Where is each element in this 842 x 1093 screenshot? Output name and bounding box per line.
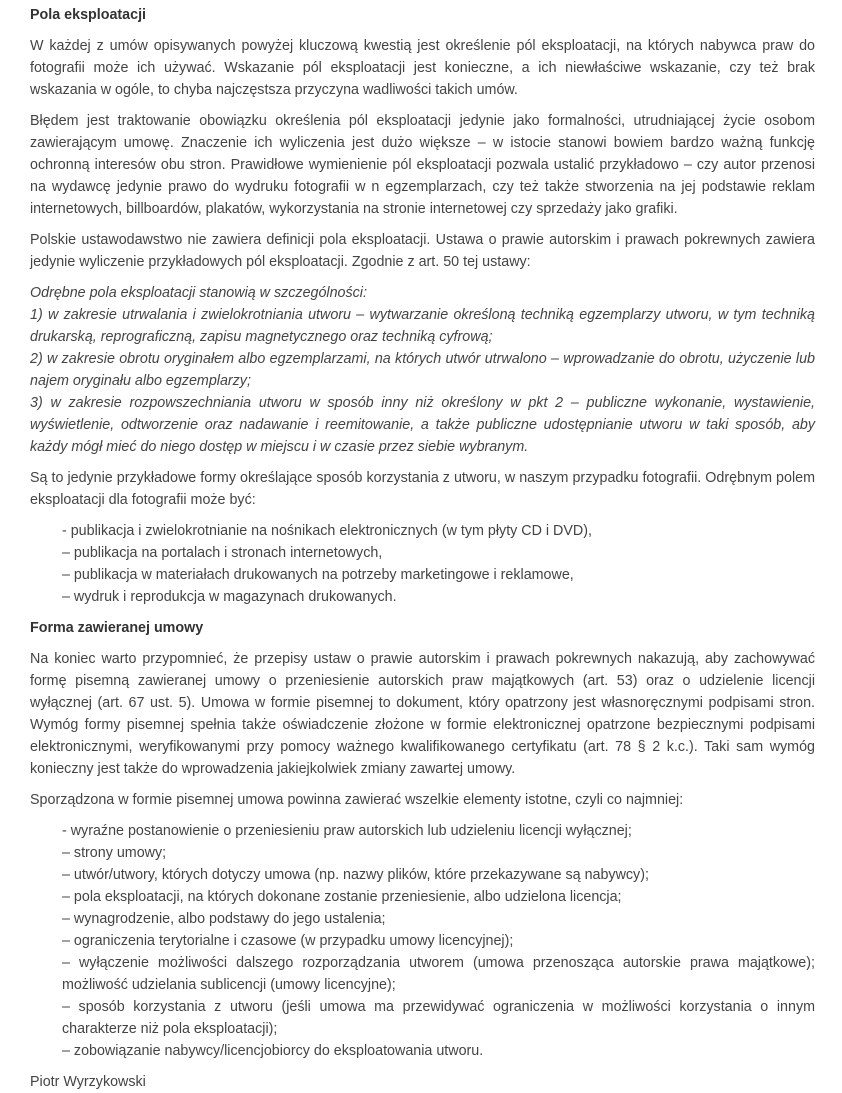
list-item: – pola eksploatacji, na których dokonane zostanie przeniesienie, albo udzielona licencja; [62, 889, 622, 905]
exploitation-fields-list [30, 520, 815, 608]
quote-intro: Odrębne pola eksploatacji stanowią w szczególności: [30, 285, 367, 301]
list-item: – ograniczenia terytorialne i czasowe (w przypadku umowy licencyjnej); [62, 933, 514, 949]
list-item: – utwór/utwory, których dotyczy umowa (np. nazwy plików, które przekazywane są nabywcy); [62, 867, 649, 883]
list-item: – wyłączenie możliwości dalszego rozporządzania utworem (umowa przenosząca autorskie prawa majątkowe); możliwość udzielania sublicencji (umowy licencyjne); [62, 955, 815, 993]
list-item: – wydruk i reprodukcja w magazynach drukowanych. [62, 589, 397, 605]
contract-elements-list [30, 820, 815, 1062]
paragraph: Polskie ustawodawstwo nie zawiera definicji pola eksploatacji. Ustawa o prawie autorskim i prawach pokrewnych zawiera jedynie wyliczenie przykładowych pól eksploatacji. Zgodnie z art. 50 tej ustawy: [30, 232, 815, 270]
list-item: – strony umowy; [62, 845, 167, 861]
list-item: – wynagrodzenie, albo podstawy do jego ustalenia; [62, 911, 386, 927]
paragraph: W każdej z umów opisywanych powyżej kluczową kwestią jest określenie pól eksploatacji, na których nabywca praw do fotografii może ich używać. Wskazanie pól eksploatacji jest konieczne, a ich niewłaściwe wskazanie, czy też brak wskazania w ogóle, to chyba najczęstsza przyczyna wadliwości takich umów. [30, 38, 815, 98]
list-item: - publikacja i zwielokrotnianie na nośnikach elektronicznych (w tym płyty CD i DVD), [62, 523, 592, 539]
list-item: – sposób korzystania z utworu (jeśli umowa ma przewidywać ograniczenia w możliwości korzystania o innym charakterze niż pola eksploatacji); [62, 999, 815, 1037]
list-item: – publikacja na portalach i stronach internetowych, [62, 545, 383, 561]
list-item: - wyraźne postanowienie o przeniesieniu praw autorskich lub udzieleniu licencji wyłącznej; [62, 823, 632, 839]
quote-item: 1) w zakresie utrwalania i zwielokrotniania utworu – wytwarzanie określoną techniką egzemplarzy utworu, w tym techniką drukarską, reprograficzną, zapisu magnetycznego oraz techniką cyfrową; [30, 307, 815, 345]
author-name: Piotr Wyrzykowski [30, 1074, 146, 1090]
list-item: – zobowiązanie nabywcy/licencjobiorcy do eksploatowania utworu. [62, 1043, 484, 1059]
paragraph: Sporządzona w formie pisemnej umowa powinna zawierać wszelkie elementy istotne, czyli co najmniej: [30, 792, 684, 808]
section-heading-fields: Pola eksploatacji [30, 7, 147, 23]
list-item: – publikacja w materiałach drukowanych na potrzeby marketingowe i reklamowe, [62, 567, 574, 583]
section-heading-contract-form: Forma zawieranej umowy [30, 620, 204, 636]
quote-item: 2) w zakresie obrotu oryginałem albo egzemplarzami, na których utwór utrwalono – wprowadzanie do obrotu, użyczenie lub najem oryginału albo egzemplarzy; [30, 351, 815, 389]
quote-item: 3) w zakresie rozpowszechniania utworu w sposób inny niż określony w pkt 2 – publiczne wykonanie, wystawienie, wyświetlenie, odtworzenie oraz nadawanie i reemitowanie, a także publiczne udostępnianie utworu w taki sposób, aby każdy mógł mieć do niego dostęp w miejscu i w czasie przez siebie wybranym. [30, 395, 815, 455]
paragraph: Błędem jest traktowanie obowiązku określenia pól eksploatacji jedynie jako formalności, utrudniającej życie osobom zawierającym umowę. Znaczenie ich wyliczenia jest dużo większe – w istocie stanowi bowiem bardzo ważną funkcję ochronną interesów obu stron. Prawidłowe wymienienie pól eksploatacji pozwala ustalić przykładowo – czy autor przenosi na wydawcę jedynie prawo do wydruku fotografii w n egzemplarzach, czy też także stworzenia na jej podstawie reklam internetowych, billboardów, plakatów, wykorzystania na stronie internetowej czy sprzedaży jako grafiki. [30, 113, 815, 217]
paragraph: Są to jedynie przykładowe formy określające sposób korzystania z utworu, w naszym przypadku fotografii. Odrębnym polem eksploatacji dla fotografii może być: [30, 470, 815, 508]
paragraph: Na koniec warto przypomnieć, że przepisy ustaw o prawie autorskim i prawach pokrewnych nakazują, aby zachowywać formę pisemną zawieranej umowy o przeniesienie autorskich praw majątkowych (art. 53) oraz o udzielenie licencji wyłącznej (art. 67 ust. 5). Umowa w formie pisemnej to dokument, który opatrzony jest własnoręcznymi podpisami stron. Wymóg formy pisemnej spełnia także oświadczenie złożone w formie elektronicznej opatrzone bezpiecznymi podpisami elektronicznymi, weryfikowanymi przy pomocy ważnego kwalifikowanego certyfikatu (art. 78 § 2 k.c.). Taki sam wymóg konieczny jest także do wprowadzenia jakiejkolwiek zmiany zawartej umowy. [30, 651, 815, 777]
law-quote [30, 282, 815, 458]
